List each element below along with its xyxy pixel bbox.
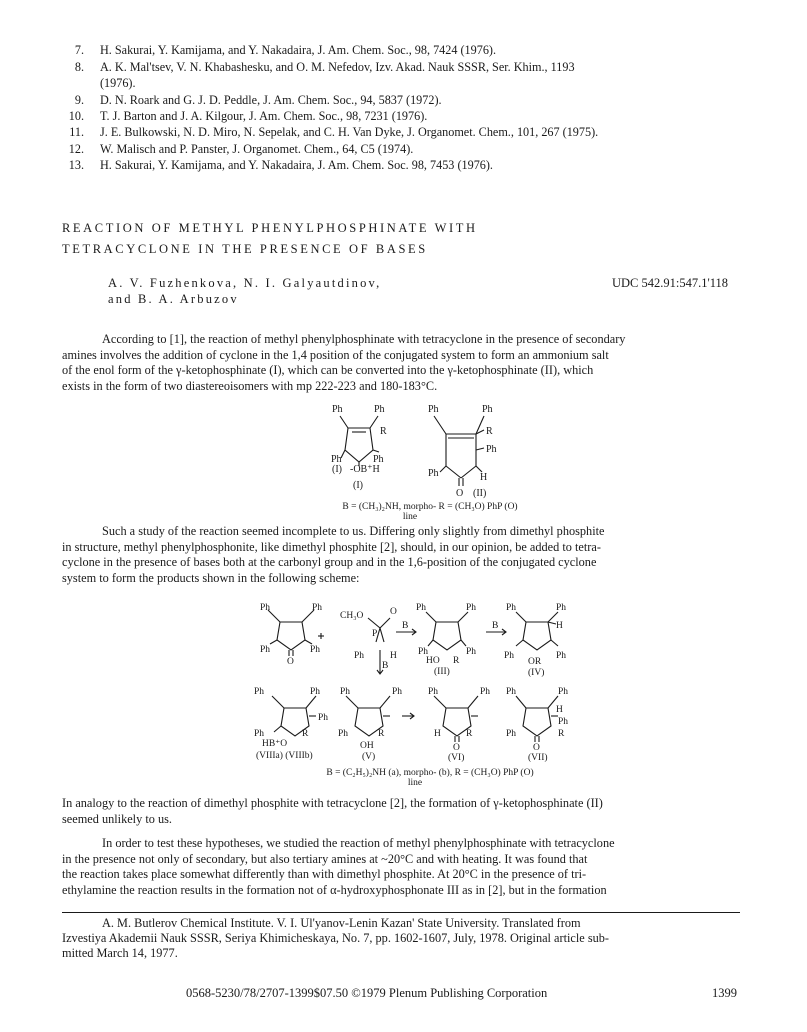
s2-ph-26: Ph	[506, 729, 517, 739]
s2-b-3: B	[492, 621, 499, 631]
s2-c8: (VIIIa) (VIIIb)	[256, 751, 313, 761]
scheme-2-caption: B = (C₂H₅)₂NH (a), morpho- (b), R = (CH₃O) PhP (O) line	[326, 768, 534, 788]
s1-ph-5: Ph	[428, 404, 439, 415]
authors-line1: A. V. Fuzhenkova, N. I. Galyautdinov,	[108, 276, 382, 290]
s2-ph-3: Ph	[260, 645, 271, 655]
s1-num-1: (I)	[332, 464, 342, 475]
s1-ph-8: Ph	[428, 468, 439, 479]
s2-c6: (VI)	[448, 753, 465, 763]
s1-num-3: (II)	[473, 488, 487, 499]
s2-c5: (V)	[362, 752, 376, 762]
s1-ph-2: Ph	[374, 404, 385, 415]
s2-o-4: O	[533, 743, 540, 753]
paragraph-analogy: In analogy to the reaction of dimethyl phosphite with tetracyclone [2], the formation of γ-ketophosphinate (II) seemed unlikely to us.	[62, 796, 603, 826]
s1-r-1: R	[380, 426, 387, 437]
page-number: 1399	[712, 986, 737, 1000]
s2-ph-19: Ph	[392, 687, 403, 697]
s2-h-2: H	[556, 621, 563, 631]
s2-ph-25: Ph	[558, 717, 569, 727]
paragraph-test: In order to test these hypotheses, we studied the reaction of methyl phenylphosphinate with tetracyclone in the presence not only of secondary, but also tertiary amines at ~20°C and with heating. It was found that the reaction takes place somewhat differently than with dimethyl phosphite. At 20°C in the presence of tri- ethylamine the reaction results in the formation not of α-hydroxyphosphonate III as in [2], but in the formation	[62, 836, 615, 897]
scheme-1-caption: B = (CH₃)₂NH, morpho- R = (CH₃O) PhP (O) line	[342, 502, 518, 522]
scheme-1-structures	[330, 392, 530, 500]
s2-ph-7: Ph	[466, 603, 477, 613]
s2-r-3: R	[378, 729, 385, 739]
paragraph-study: Such a study of the reaction seemed incomplete to us. Differing only slightly from dimethyl phosphite in structure, methyl phenylphosphonite, like dimethyl phosphite [2], should, in our opinion, be added to tetra- cyclone in the presence of bases both at the carbonyl group and in the 1,6-position of the conjugated cyclone system to form the products shown in the following scheme:	[62, 524, 605, 585]
s2-r-4: R	[466, 729, 473, 739]
s2-c7: (VII)	[528, 753, 548, 763]
s2-ph-22: Ph	[480, 687, 491, 697]
s2-ph-2: Ph	[312, 603, 323, 613]
authors-line2: and B. A. Arbuzov	[108, 292, 239, 306]
s2-ph-9: Ph	[466, 647, 477, 657]
s1-num-2: (I)	[353, 480, 363, 491]
s1-h: H	[480, 472, 488, 483]
s2-hbo: HB⁺O	[262, 739, 288, 749]
s2-ph-10: Ph	[506, 603, 517, 613]
s2-b-2: B	[382, 661, 389, 671]
s1-ph-6: Ph	[482, 404, 493, 415]
s2-ph-8: Ph	[418, 647, 429, 657]
s1-ph-7: Ph	[486, 444, 497, 455]
s2-ph-23: Ph	[506, 687, 517, 697]
s2-ph-16: Ph	[318, 713, 329, 723]
s2-ph-11: Ph	[556, 603, 567, 613]
publisher-line: 0568-5230/78/2707-1399$07.50 ©1979 Plenum Publishing Corporation	[186, 986, 548, 1000]
s1-ph-1: Ph	[332, 404, 343, 415]
s2-h-4: H	[556, 705, 563, 715]
s2-b-1: B	[402, 621, 409, 631]
udc-code: UDC 542.91:547.1'118	[612, 276, 729, 290]
s2-ch3o: CH₃O	[340, 611, 364, 621]
s1-ph-4: Ph	[373, 454, 384, 465]
s2-ph-21: Ph	[428, 687, 439, 697]
s2-ph-5: Ph	[354, 651, 365, 661]
s2-ph-17: Ph	[254, 729, 265, 739]
article-title-line1: REACTION OF METHYL PHENYLPHOSPHINATE WITH	[62, 221, 478, 235]
s2-p: P	[372, 629, 378, 639]
footnote-rule	[62, 912, 740, 913]
s2-ho: HO	[426, 656, 440, 666]
s2-c3: (III)	[434, 667, 450, 677]
s2-ph-14: Ph	[254, 687, 265, 697]
s2-r-5: R	[558, 729, 565, 739]
s1-o: O	[456, 488, 464, 499]
footnote: A. M. Butlerov Chemical Institute. V. I. Ul'yanov-Lenin Kazan' State University. Translated from Izvestiya Akademii Nauk SSSR, Seriya Khimicheskaya, No. 7, pp. 1602-1607, July, 1978. Original article sub- mitted March 14, 1977.	[62, 916, 610, 960]
s2-h-3: H	[434, 729, 441, 739]
s1-r-2: R	[486, 426, 493, 437]
s2-c4: (IV)	[528, 668, 545, 678]
s2-o-2: O	[390, 607, 397, 617]
s2-or: OR	[528, 657, 542, 667]
s1-ob-label: -OB⁺H	[350, 464, 380, 475]
s2-o-3: O	[453, 743, 460, 753]
s2-oh: OH	[360, 741, 374, 751]
s2-ph-13: Ph	[556, 651, 567, 661]
s2-h-1: H	[390, 651, 397, 661]
s2-ph-1: Ph	[260, 603, 271, 613]
s2-o-1: O	[287, 657, 294, 667]
s2-ph-24: Ph	[558, 687, 569, 697]
s1-ph-3: Ph	[331, 454, 342, 465]
s2-ph-4: Ph	[310, 645, 321, 655]
s2-r-2: R	[302, 729, 309, 739]
s2-ph-12: Ph	[504, 651, 515, 661]
paragraph-intro: According to [1], the reaction of methyl phenylphosphinate with tetracyclone in the presence of secondary amines involves the addition of cyclone in the 1,4 position of the conjugated system to form an ammonium salt of the enol form of the γ-ketophosphinate (I), which can be converted into the γ-ketophosphinate (II), which exists in the form of two diastereoisomers with mp 222-223 and 180-183°C.	[62, 332, 626, 393]
s2-ph-18: Ph	[340, 687, 351, 697]
s2-ph-6: Ph	[416, 603, 427, 613]
article-title-line2: TETRACYCLONE IN THE PRESENCE OF BASES	[62, 242, 428, 256]
s2-r-1: R	[453, 656, 460, 666]
s2-ph-15: Ph	[310, 687, 321, 697]
s2-ph-20: Ph	[338, 729, 349, 739]
